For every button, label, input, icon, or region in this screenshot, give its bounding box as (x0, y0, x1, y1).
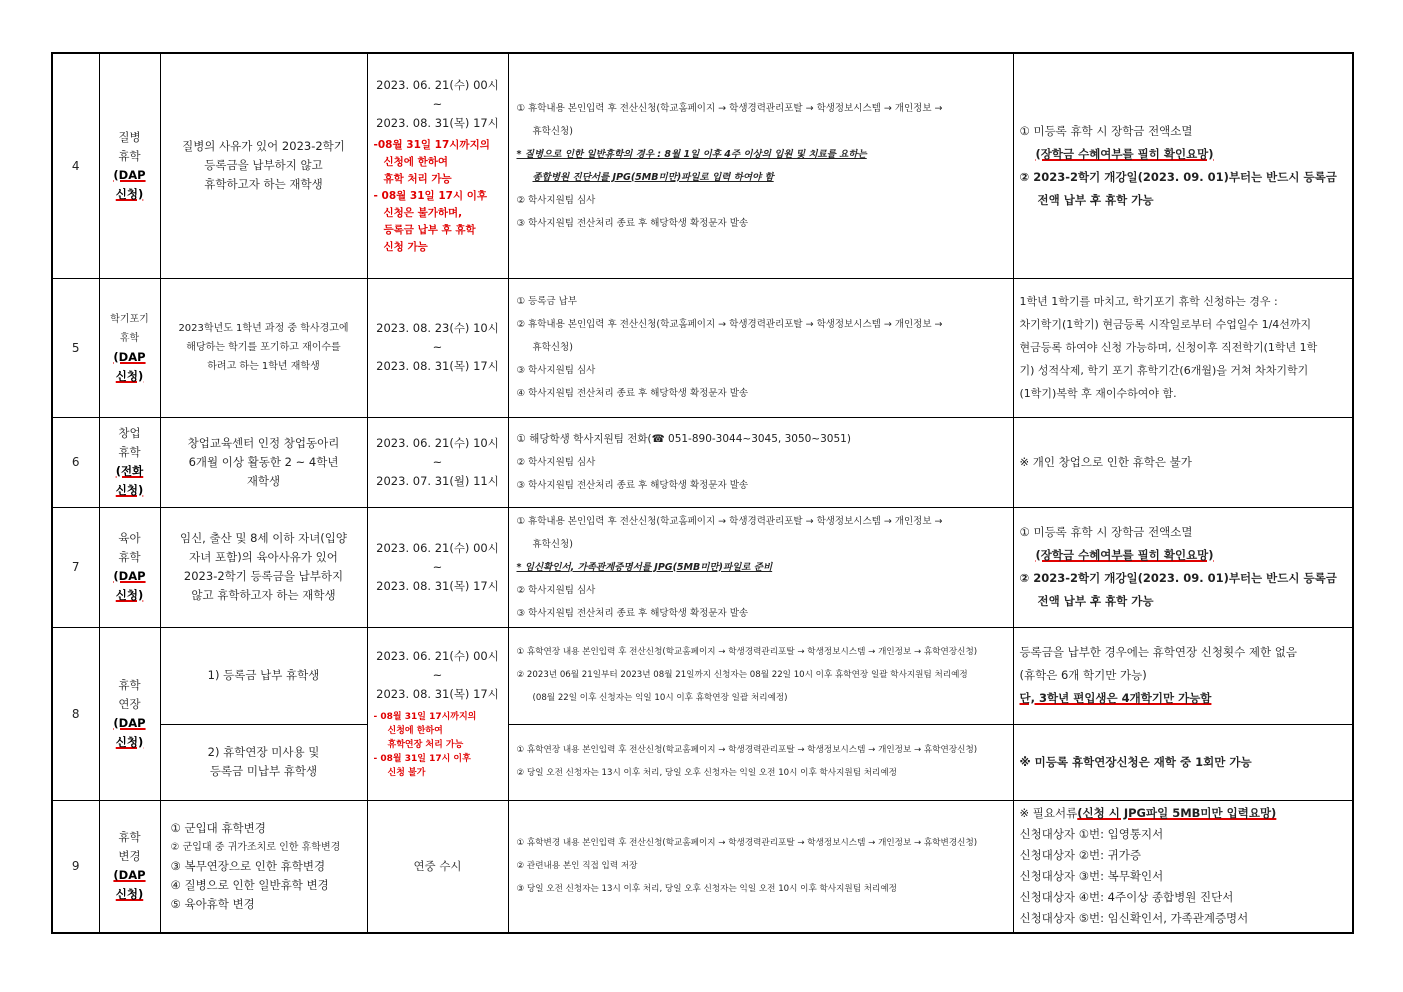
procedure (508, 278, 1013, 417)
remarks (1013, 417, 1353, 507)
target-line: 6개월 이상 활동한 2 ~ 4학년 (188, 454, 339, 469)
remark-line: 신청대상자 ③번: 복무확인서 (1019, 869, 1164, 884)
procedure-step: ② 당일 오전 신청자는 13시 이후 처리, 당일 오후 신청자는 익일 오전 10시 이후 학사지원팀 처리예정 (516, 768, 897, 778)
note-line: 신청 불가 (387, 768, 426, 778)
type-label: 휴학 (118, 148, 141, 163)
target-line: 2023학년도 1학년 과정 중 학사경고에 (178, 323, 349, 334)
period-sep: ~ (432, 454, 443, 469)
procedure (508, 417, 1013, 507)
row-number: 4 (52, 53, 99, 278)
type-label: 휴학 (118, 830, 141, 845)
target-line: 하려고 하는 1학년 재학생 (207, 361, 320, 372)
procedure-step: ③ 당일 오전 신청자는 13시 이후 처리, 당일 오후 신청자는 익일 오전 10시 이후 학사지원팀 처리예정 (516, 883, 897, 894)
leave-type (99, 627, 160, 800)
remark-line: 현금등록 하여야 신청 가능하며, 신청이후 직전학기(1학년 1학 (1019, 341, 1318, 354)
procedure-step: ② 2023년 06월 21일부터 2023년 08월 21일까지 신청자는 08월 22일 10시 이후 휴학연장 일괄 학사지원팀 처리예정 (516, 670, 968, 680)
table-row (52, 724, 1353, 800)
procedure-step: ① 휴학연장 내용 본인입력 후 전산신청(학교홈페이지 → 학생경력관리포탈 → 학생정보시스템 → 개인정보 → 휴학연장신청) (516, 745, 978, 755)
procedure-step: 휴학신청) (532, 538, 573, 550)
remark-line: ※ 필요서류 (1019, 806, 1078, 821)
remark-line: (장학금 수혜여부를 필히 확인요망) (1035, 548, 1214, 562)
period-sep: ~ (432, 96, 443, 111)
remark-line: 전액 납부 후 휴학 가능 (1037, 594, 1154, 608)
note-line: 신청에 한하여 (383, 155, 449, 168)
period-sep: ~ (432, 559, 443, 574)
target-line: ④ 질병으로 인한 일반휴학 변경 (170, 877, 329, 892)
note-line: - 08월 31일 17시 이후 (373, 754, 471, 764)
type-label: 연장 (118, 696, 141, 711)
application-period (367, 507, 508, 627)
note-line: 신청에 한하여 (387, 726, 443, 736)
apply-method: (DAP (113, 167, 146, 182)
remarks (1013, 627, 1353, 724)
procedure (508, 53, 1013, 278)
target-line: 해당하는 학기를 포기하고 재이수를 (186, 342, 341, 353)
period-text: 연중 수시 (413, 858, 462, 873)
apply-method: (DAP (113, 715, 146, 730)
period-start: 2023. 06. 21(수) 00시 (376, 77, 499, 92)
target-line: 등록금을 납부하지 않고 (204, 158, 323, 173)
remark-line: ① 미등록 휴학 시 장학금 전액소멸 (1019, 525, 1193, 539)
procedure-step: ② 휴학내용 본인입력 후 전산신청(학교홈페이지 → 학생경력관리포탈 → 학생정보시스템 → 개인정보 → (516, 319, 943, 330)
procedure-step: ② 관련내용 본인 직접 입력 저장 (516, 860, 638, 871)
period-end: 2023. 08. 31(목) 17시 (376, 578, 499, 593)
type-label: 육아 (118, 531, 141, 545)
target-line: ② 군입대 중 귀가조치로 인한 휴학변경 (170, 841, 341, 853)
target-students (160, 627, 367, 724)
remark-line: 신청대상자 ①번: 입영통지서 (1019, 827, 1164, 842)
target-students (160, 417, 367, 507)
procedure (508, 724, 1013, 800)
row-number: 8 (52, 627, 99, 800)
leave-type (99, 278, 160, 417)
target-students (160, 53, 367, 278)
target-line: ① 군입대 휴학변경 (170, 820, 266, 835)
procedure-step: ② 학사지원팀 심사 (516, 456, 596, 468)
apply-method: (DAP (113, 569, 146, 583)
apply-method: 신청) (115, 186, 144, 201)
procedure-step: ① 등록금 납부 (516, 296, 577, 307)
procedure (508, 800, 1013, 933)
target-students (160, 800, 367, 933)
remark-line: ② 2023-2학기 개강일(2023. 09. 01)부터는 반드시 등록금 (1019, 169, 1337, 184)
table-row (52, 417, 1353, 507)
target-students (160, 724, 367, 800)
type-label: 학기포기 (110, 313, 149, 325)
remarks (1013, 278, 1353, 417)
procedure-step: ③ 학사지원팀 심사 (516, 365, 596, 376)
procedure-step: ① 휴학연장 내용 본인입력 후 전산신청(학교홈페이지 → 학생경력관리포탈 → 학생정보시스템 → 개인정보 → 휴학연장신청) (516, 647, 978, 657)
procedure-note: * 임신확인서, 가족관계증명서를 JPG(5MB미만)파일로 준비 (516, 561, 773, 573)
row-number: 7 (52, 507, 99, 627)
procedure-step: ③ 학사지원팀 전산처리 종료 후 해당학생 확정문자 발송 (516, 607, 749, 619)
procedure-step: ② 학사지원팀 심사 (516, 194, 596, 206)
period-note (372, 137, 504, 256)
note-line: 휴학 처리 가능 (383, 172, 452, 185)
remark-line: ※ 개인 창업으로 인한 휴학은 불가 (1019, 454, 1192, 469)
procedure-step: 휴학신청) (532, 342, 573, 353)
leave-of-absence-table (51, 52, 1354, 934)
procedure-step: ① 휴학내용 본인입력 후 전산신청(학교홈페이지 → 학생경력관리포탈 → 학생정보시스템 → 개인정보 → (516, 515, 943, 527)
period-end: 2023. 08. 31(목) 17시 (376, 115, 499, 130)
leave-type (99, 507, 160, 627)
note-line: 등록금 납부 후 휴학 (383, 223, 476, 236)
period-end: 2023. 08. 31(목) 17시 (376, 359, 499, 373)
period-start: 2023. 06. 21(수) 00시 (376, 649, 499, 663)
target-line: 자녀 포함)의 육아사유가 있어 (189, 550, 338, 564)
remark-line: 기) 성적삭제, 학기 포기 휴학기간(6개월)을 거쳐 차차기학기 (1019, 364, 1309, 377)
table-row (52, 278, 1353, 417)
apply-method: 신청) (115, 887, 144, 902)
procedure-step: ③ 학사지원팀 전산처리 종료 후 해당학생 확정문자 발송 (516, 479, 749, 491)
remark-line: 신청대상자 ②번: 귀가증 (1019, 848, 1141, 863)
remark-line: 전액 납부 후 휴학 가능 (1037, 192, 1154, 207)
note-line: 신청은 불가하며, (383, 206, 463, 219)
application-period (367, 800, 508, 933)
remark-line: 단, 3학년 편입생은 4개학기만 가능함 (1019, 691, 1212, 705)
application-period (367, 53, 508, 278)
procedure (508, 507, 1013, 627)
apply-method: (DAP (113, 868, 146, 883)
apply-method: 신청) (115, 368, 144, 383)
type-label: 휴학 (118, 550, 141, 564)
procedure-note: 종합병원 진단서를 JPG(5MB미만)파일로 입력 하여야 함 (532, 171, 774, 183)
remark-line: 차기학기(1학기) 현금등록 시작일로부터 수업일수 1/4선까지 (1019, 318, 1312, 331)
procedure-step: 휴학신청) (532, 125, 573, 137)
table-row (52, 53, 1353, 278)
procedure-step: ③ 학사지원팀 전산처리 종료 후 해당학생 확정문자 발송 (516, 217, 749, 229)
remark-line: ① 미등록 휴학 시 장학금 전액소멸 (1019, 123, 1193, 138)
application-period (367, 627, 508, 800)
target-line: 창업교육센터 인정 창업동아리 (187, 435, 340, 450)
leave-type (99, 417, 160, 507)
period-end: 2023. 08. 31(목) 17시 (376, 687, 499, 701)
remarks (1013, 507, 1353, 627)
row-number: 6 (52, 417, 99, 507)
apply-method: (DAP (113, 349, 146, 364)
note-line: - 08월 31일 17시까지의 (373, 712, 477, 722)
procedure-step: ① 휴학내용 본인입력 후 전산신청(학교홈페이지 → 학생경력관리포탈 → 학생정보시스템 → 개인정보 → (516, 102, 943, 114)
leave-type (99, 800, 160, 933)
apply-method: 신청) (115, 588, 144, 602)
procedure-step: ④ 학사지원팀 전산처리 종료 후 해당학생 확정문자 발송 (516, 388, 749, 399)
remarks (1013, 800, 1353, 933)
period-sep: ~ (432, 340, 443, 354)
table-row (52, 800, 1353, 933)
procedure-step: ① 해당학생 학사지원팀 전화(☎ 051-890-3044~3045, 3050~3051) (516, 432, 851, 445)
table-row (52, 507, 1353, 627)
procedure-note: * 질병으로 인한 일반휴학의 경우 : 8월 1일 이후 4주 이상의 입원 및 치료를 요하는 (516, 148, 867, 160)
target-line: ③ 복무연장으로 인한 휴학변경 (170, 858, 326, 873)
remark-line: ※ 미등록 휴학연장신청은 재학 중 1회만 가능 (1019, 754, 1252, 769)
leave-type (99, 53, 160, 278)
remark-line: ② 2023-2학기 개강일(2023. 09. 01)부터는 반드시 등록금 (1019, 571, 1337, 585)
note-line: - 08월 31일 17시 이후 (373, 189, 488, 202)
target-line: 임신, 출산 및 8세 이하 자녀(입양 (179, 531, 348, 545)
remark-line: (휴학은 6개 학기만 가능) (1019, 668, 1147, 682)
period-sep: ~ (432, 668, 443, 682)
target-line: 않고 휴학하고자 하는 재학생 (191, 588, 336, 602)
apply-method: 신청) (115, 483, 144, 497)
target-line: 2023-2학기 등록금을 납부하지 (183, 569, 344, 583)
remark-line: (1학기)복학 후 재이수하여야 함. (1019, 387, 1177, 400)
target-line: 휴학하고자 하는 재학생 (204, 177, 323, 192)
remark-line: 1학년 1학기를 마치고, 학기포기 휴학 신청하는 경우 : (1019, 295, 1278, 308)
target-line: ⑤ 육아휴학 변경 (170, 896, 255, 911)
application-period (367, 417, 508, 507)
type-label: 휴학 (119, 332, 140, 344)
procedure-step: ② 학사지원팀 심사 (516, 584, 596, 596)
type-label: 창업 (118, 426, 141, 440)
period-start: 2023. 06. 21(수) 00시 (376, 540, 499, 555)
target-line: 1) 등록금 납부 휴학생 (207, 668, 320, 682)
period-start: 2023. 06. 21(수) 10시 (376, 435, 499, 450)
type-label: 휴학 (118, 445, 141, 459)
note-line: 휴학연장 처리 가능 (387, 740, 464, 750)
apply-method: (전화 (115, 464, 144, 478)
type-label: 질병 (118, 129, 141, 144)
target-line: 등록금 미납부 휴학생 (209, 764, 318, 778)
type-label: 휴학 (118, 677, 141, 692)
note-line: -08월 31일 17시까지의 (373, 138, 490, 151)
target-students (160, 278, 367, 417)
period-end: 2023. 07. 31(월) 11시 (376, 473, 499, 488)
remarks (1013, 724, 1353, 800)
procedure (508, 627, 1013, 724)
table-row (52, 627, 1353, 724)
period-start: 2023. 08. 23(수) 10시 (376, 321, 499, 335)
remark-line: (장학금 수혜여부를 필히 확인요망) (1035, 146, 1214, 161)
application-period (367, 278, 508, 417)
procedure-step: (08월 22일 이후 신청자는 익일 10시 이후 휴학연장 일괄 처리예정) (532, 693, 788, 703)
target-students (160, 507, 367, 627)
apply-method: 신청) (115, 734, 144, 749)
row-number: 9 (52, 800, 99, 933)
target-line: 재학생 (246, 473, 281, 488)
note-line: 신청 가능 (383, 240, 428, 253)
remark-line: (신청 시 JPG파일 5MB미만 입력요망) (1077, 806, 1277, 821)
remarks (1013, 53, 1353, 278)
remark-line: 신청대상자 ④번: 4주이상 종합병원 진단서 (1019, 890, 1234, 905)
row-number: 5 (52, 278, 99, 417)
type-label: 변경 (118, 849, 141, 864)
target-line: 질병의 사유가 있어 2023-2학기 (182, 139, 345, 154)
remark-line: 등록금을 납부한 경우에는 휴학연장 신청횟수 제한 없음 (1019, 645, 1297, 659)
target-line: 2) 휴학연장 미사용 및 (207, 745, 320, 759)
procedure-step: ① 휴학변경 내용 본인입력 후 전산신청(학교홈페이지 → 학생경력관리포탈 → 학생정보시스템 → 개인정보 → 휴학변경신청) (516, 837, 978, 848)
period-note (372, 710, 504, 780)
remark-line: 신청대상자 ⑤번: 임신확인서, 가족관계증명서 (1019, 911, 1249, 926)
